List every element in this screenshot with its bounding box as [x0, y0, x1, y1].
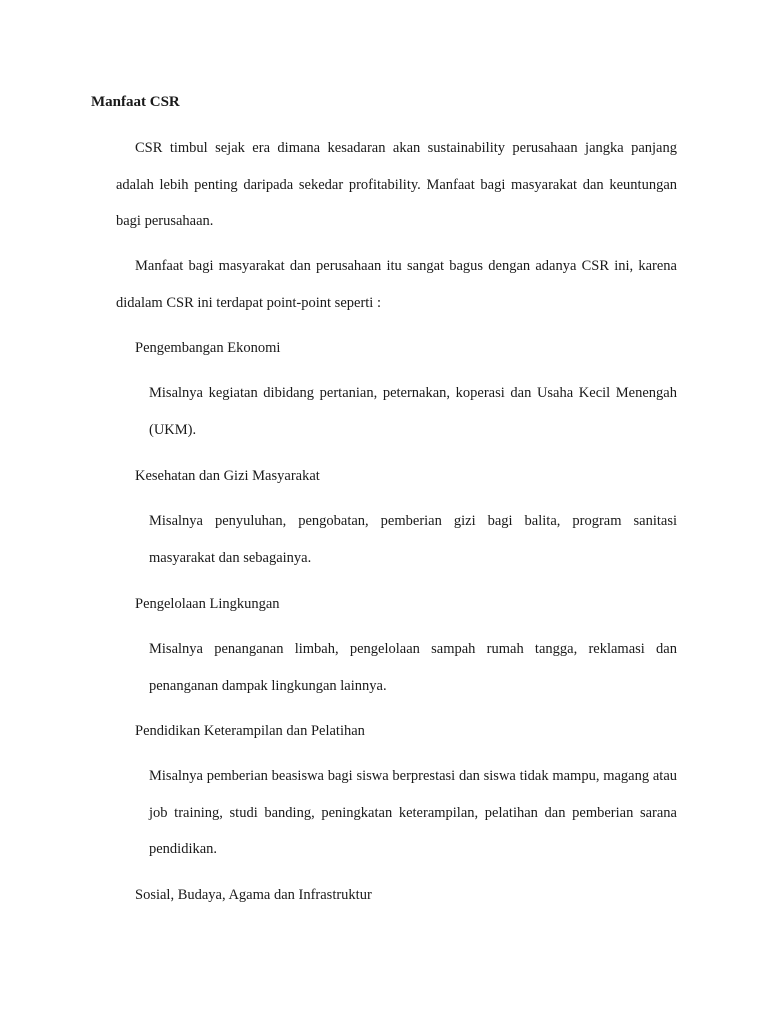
point-heading-lingkungan: Pengelolaan Lingkungan: [135, 596, 280, 612]
intro-paragraph: CSR timbul sejak era dimana kesadaran akan sustainability perusahaan jangka panjang adalah lebih penting daripada sekedar profitability. Manfaat bagi masyarakat dan keuntungan bagi perusahaan.: [116, 140, 677, 229]
document-title: Manfaat CSR: [91, 94, 180, 110]
point-detail-pendidikan: Misalnya pemberian beasiswa bagi siswa berprestasi dan siswa tidak mampu, magang atau job training, studi banding, peningkatan keterampilan, pelatihan dan pemberian sarana pendidikan.: [149, 768, 677, 857]
point-heading-ekonomi: Pengembangan Ekonomi: [135, 340, 281, 356]
points-intro-paragraph: Manfaat bagi masyarakat dan perusahaan itu sangat bagus dengan adanya CSR ini, karena didalam CSR ini terdapat point-point seperti :: [116, 258, 677, 311]
point-detail-ekonomi: Misalnya kegiatan dibidang pertanian, peternakan, koperasi dan Usaha Kecil Menengah (UKM).: [149, 385, 677, 438]
point-detail-kesehatan: Misalnya penyuluhan, pengobatan, pemberian gizi bagi balita, program sanitasi masyarakat dan sebagainya.: [149, 513, 677, 566]
point-heading-sosial: Sosial, Budaya, Agama dan Infrastruktur: [135, 887, 372, 903]
point-detail-lingkungan: Misalnya penanganan limbah, pengelolaan sampah rumah tangga, reklamasi dan penanganan dampak lingkungan lainnya.: [149, 641, 677, 694]
point-heading-pendidikan: Pendidikan Keterampilan dan Pelatihan: [135, 723, 365, 739]
point-heading-kesehatan: Kesehatan dan Gizi Masyarakat: [135, 468, 320, 484]
